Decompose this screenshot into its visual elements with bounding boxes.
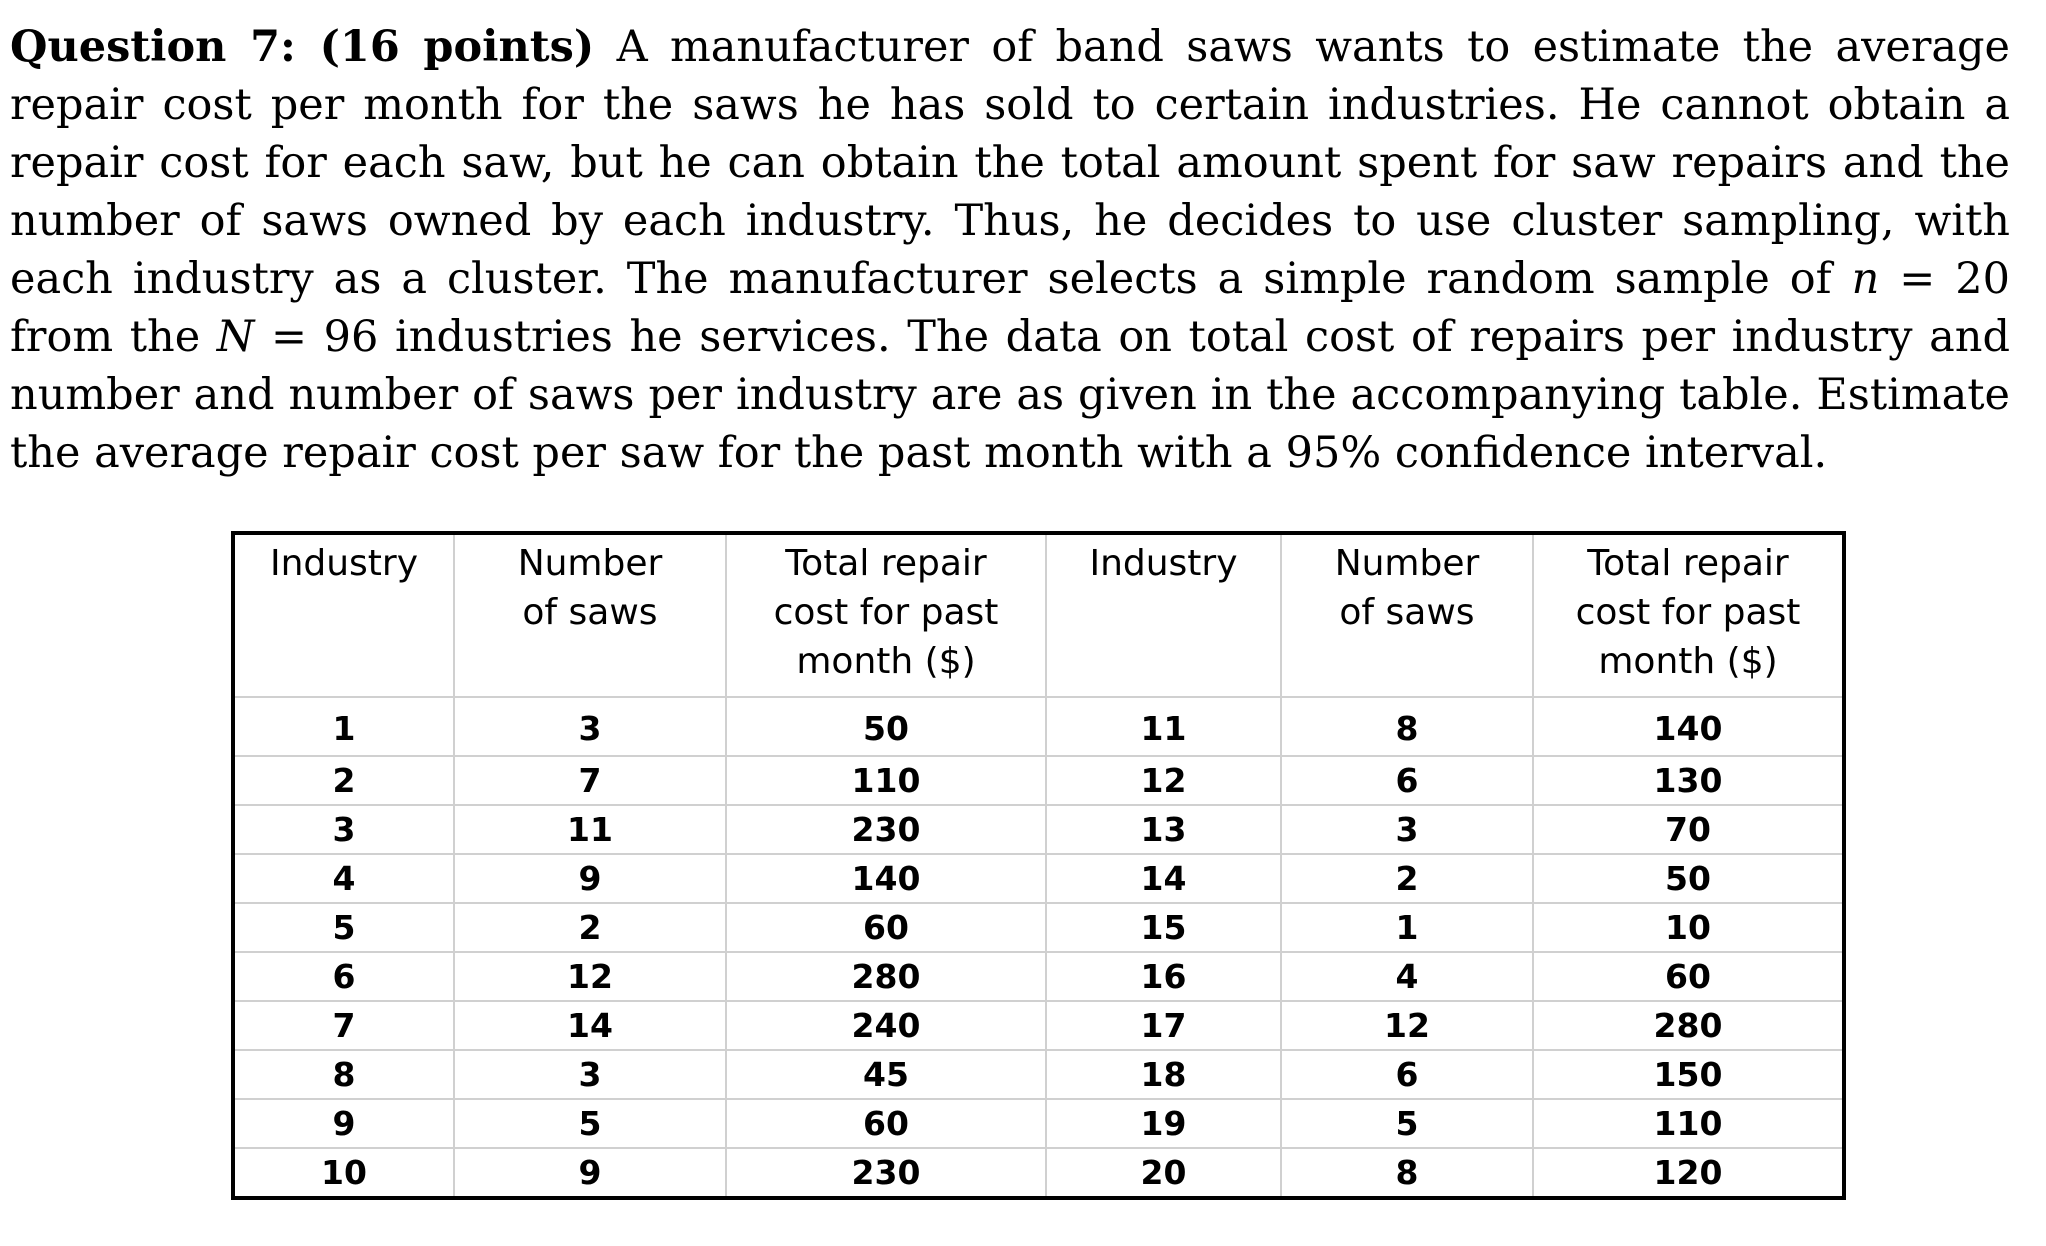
- column-header-line: cost for past: [773, 592, 999, 633]
- column-header-line: Total repair: [1587, 543, 1789, 584]
- table-cell-number-of-saws: 9: [454, 1148, 726, 1198]
- table-cell-number-of-saws: 12: [1281, 1001, 1533, 1050]
- table-cell-total-repair-cost: 230: [726, 805, 1046, 854]
- table-cell-number-of-saws: 2: [454, 903, 726, 952]
- table-row: [233, 854, 1844, 903]
- question-text: [10, 18, 2010, 482]
- question-body-part-1: A manufacturer of band saws wants to estimate the average repair cost per month for the saws he has sold to certain industries. He cannot obtain a repair cost for each saw, but he can obtain the total amount spent for saw repairs and the number of saws owned by each industry. Thus, he decides to use cluster sampling, with each industry as a cluster. The manufacturer selects a simple random sample of: [10, 22, 2011, 304]
- column-header-line: Total repair: [785, 543, 987, 584]
- table-row: [233, 903, 1844, 952]
- table-cell-total-repair-cost: 60: [1533, 952, 1844, 1001]
- table-row: [233, 697, 1844, 756]
- column-header-total-repair-cost: [1533, 533, 1844, 697]
- table-row: [233, 1050, 1844, 1099]
- table-cell-number-of-saws: 6: [1281, 756, 1533, 805]
- table-cell-total-repair-cost: 280: [1533, 1001, 1844, 1050]
- data-table-container: [231, 531, 1846, 1200]
- table-cell-total-repair-cost: 110: [726, 756, 1046, 805]
- table-cell-total-repair-cost: 70: [1533, 805, 1844, 854]
- sample-size-value: = 20: [1879, 254, 2010, 304]
- table-cell-industry: 12: [1046, 756, 1281, 805]
- column-header-line: cost for past: [1575, 592, 1801, 633]
- table-cell-number-of-saws: 14: [454, 1001, 726, 1050]
- table-cell-number-of-saws: 8: [1281, 1148, 1533, 1198]
- table-cell-total-repair-cost: 140: [1533, 697, 1844, 756]
- table-cell-industry: 9: [233, 1099, 454, 1148]
- table-cell-industry: 3: [233, 805, 454, 854]
- table-cell-industry: 6: [233, 952, 454, 1001]
- table-cell-total-repair-cost: 140: [726, 854, 1046, 903]
- table-cell-number-of-saws: 3: [454, 697, 726, 756]
- column-header-line: Number: [517, 543, 663, 584]
- table-cell-number-of-saws: 3: [454, 1050, 726, 1099]
- table-cell-total-repair-cost: 50: [726, 697, 1046, 756]
- table-cell-industry: 13: [1046, 805, 1281, 854]
- repair-cost-table: [231, 531, 1846, 1200]
- table-cell-number-of-saws: 5: [1281, 1099, 1533, 1148]
- table-cell-number-of-saws: 1: [1281, 903, 1533, 952]
- table-cell-number-of-saws: 3: [1281, 805, 1533, 854]
- table-cell-number-of-saws: 6: [1281, 1050, 1533, 1099]
- table-row: [233, 756, 1844, 805]
- column-header-line: month ($): [796, 641, 976, 682]
- column-header-line: of saws: [522, 592, 658, 633]
- table-row: [233, 805, 1844, 854]
- table-cell-industry: 14: [1046, 854, 1281, 903]
- table-row: [233, 952, 1844, 1001]
- column-header-line: of saws: [1339, 592, 1475, 633]
- table-cell-total-repair-cost: 60: [726, 903, 1046, 952]
- question-header: Question 7: (16 points): [10, 22, 595, 72]
- table-cell-industry: 1: [233, 697, 454, 756]
- table-cell-industry: 11: [1046, 697, 1281, 756]
- table-cell-total-repair-cost: 110: [1533, 1099, 1844, 1148]
- table-cell-total-repair-cost: 60: [726, 1099, 1046, 1148]
- column-header-number-of-saws: [1281, 533, 1533, 697]
- table-cell-industry: 20: [1046, 1148, 1281, 1198]
- table-body: [233, 697, 1844, 1198]
- column-header-total-repair-cost: [726, 533, 1046, 697]
- table-cell-industry: 18: [1046, 1050, 1281, 1099]
- table-cell-number-of-saws: 7: [454, 756, 726, 805]
- table-cell-number-of-saws: 11: [454, 805, 726, 854]
- table-cell-total-repair-cost: 130: [1533, 756, 1844, 805]
- table-cell-industry: 16: [1046, 952, 1281, 1001]
- table-cell-number-of-saws: 12: [454, 952, 726, 1001]
- table-cell-total-repair-cost: 240: [726, 1001, 1046, 1050]
- table-cell-number-of-saws: 5: [454, 1099, 726, 1148]
- table-cell-industry: 7: [233, 1001, 454, 1050]
- population-size-symbol: N: [216, 312, 255, 362]
- table-cell-industry: 8: [233, 1050, 454, 1099]
- table-cell-number-of-saws: 9: [454, 854, 726, 903]
- table-cell-industry: 2: [233, 756, 454, 805]
- table-cell-total-repair-cost: 230: [726, 1148, 1046, 1198]
- table-cell-total-repair-cost: 10: [1533, 903, 1844, 952]
- table-cell-number-of-saws: 2: [1281, 854, 1533, 903]
- table-cell-industry: 5: [233, 903, 454, 952]
- table-cell-total-repair-cost: 150: [1533, 1050, 1844, 1099]
- table-cell-total-repair-cost: 280: [726, 952, 1046, 1001]
- question-body-part-3: industries he services. The data on total cost of repairs per industry and number and number of saws per industry are as given in the accompanying table. Estimate the average repair cost per saw for the past month with a 95% confidence interval.: [10, 312, 2010, 478]
- table-cell-industry: 10: [233, 1148, 454, 1198]
- population-size-value: = 96: [254, 312, 379, 362]
- column-header-number-of-saws: [454, 533, 726, 697]
- table-cell-total-repair-cost: 50: [1533, 854, 1844, 903]
- table-cell-number-of-saws: 4: [1281, 952, 1533, 1001]
- table-row: [233, 1099, 1844, 1148]
- table-cell-total-repair-cost: 120: [1653, 1153, 1723, 1192]
- table-cell-number-of-saws: 8: [1281, 697, 1533, 756]
- column-header-line: Industry: [269, 543, 419, 584]
- table-cell-industry: 15: [1046, 903, 1281, 952]
- table-row: [233, 1148, 1844, 1198]
- table-cell-total-repair-cost: 45: [726, 1050, 1046, 1099]
- column-header-industry: [1046, 533, 1281, 697]
- column-header-line: month ($): [1598, 641, 1778, 682]
- question-body-part-2: from the: [10, 312, 217, 362]
- table-row: [233, 1001, 1844, 1050]
- column-header-line: Number: [1334, 543, 1480, 584]
- table-cell-industry: 17: [1046, 1001, 1281, 1050]
- column-header-line: Industry: [1089, 543, 1238, 584]
- sample-size-symbol: n: [1851, 254, 1880, 304]
- column-header-industry: [233, 533, 454, 697]
- table-cell-industry: 19: [1046, 1099, 1281, 1148]
- table-header-row: [233, 533, 1844, 697]
- table-cell-industry: 4: [233, 854, 454, 903]
